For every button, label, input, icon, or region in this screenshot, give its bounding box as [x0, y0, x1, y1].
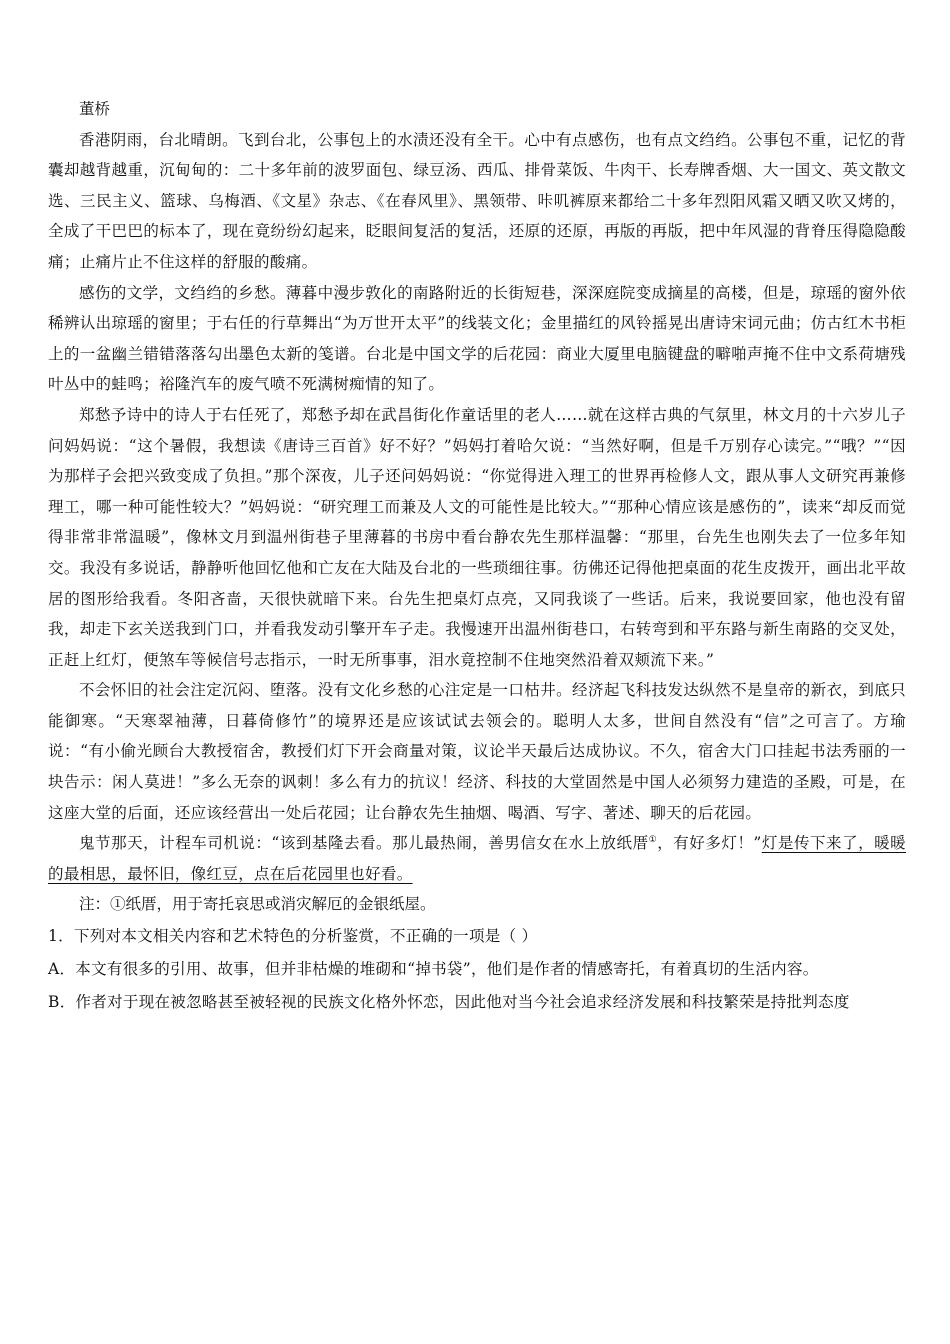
underlined-sentence: 灯是传下来了，暖暖的最相思，最怀旧，像红豆，点在后花园里也好看。 [48, 834, 907, 883]
paragraph-5-text-cont: ，有好多灯！” [657, 834, 762, 853]
question-stem: 1．下列对本文相关内容和艺术特色的分析鉴赏，不正确的一项是（ ） [48, 927, 538, 946]
option-b: B．作者对于现在被忽略甚至被轻视的民族文化格外怀恋，因此他对当今社会追求经济发展和科技繁荣是持批判态度 [48, 993, 850, 1012]
article-paragraph-2: 感伤的文学，文绉绉的乡愁。薄暮中漫步敦化的南路附近的长街短巷，深深庭院变成摘星的高楼，但是，琼瑶的窗外依稀辨认出琼瑶的窗里；于右任的行草舞出“为万世开太平”的线装文化；金里描红的风铃摇晃出唐诗宋词元曲；仿古红木书柜上的一盆幽兰错错落落勾出墨色太新的笺谱。台北是中国文学的后花园：商业大厦里电脑键盘的噼啪声掩不住中文系荷塘残叶丛中的蛙鸣；裕隆汽车的废气喷不死满树痴情的知了。 [48, 283, 906, 394]
article-paragraph-4: 不会怀旧的社会注定沉闷、堕落。没有文化乡愁的心注定是一口枯井。经济起飞科技发达纵然不是皇帝的新衣，到底只能御寒。“天寒翠袖薄，日暮倚修竹”的境界还是应该试试去领会的。聪明人太多，世间自然没有“信”之可言了。方瑜说：“有小偷光顾台大教授宿舍，教授们灯下开会商量对策，议论半天最后达成协议。不久，宿舍大门口挂起书法秀丽的一块告示：闲人莫进！”多么无奈的讽刺！多么有力的抗议！经济、科技的大堂固然是中国人必须努力建造的圣殿，可是，在这座大堂的后面，还应该经营出一处后花园；让台静农先生抽烟、喝酒、写字、著述、聊天的后花园。 [48, 681, 906, 822]
option-a: A．本文有很多的引用、故事，但并非枯燥的堆砌和“掉书袋”，他们是作者的情感寄托，有着真切的生活内容。 [48, 960, 819, 979]
article-paragraph-5 [48, 828, 906, 889]
article-paragraph-3: 郑愁予诗中的诗人于右任死了，郑愁予却在武昌街化作童话里的老人……就在这样古典的气氛里，林文月的十六岁儿子问妈妈说：“这个暑假，我想读《唐诗三百首》好不好？”妈妈打着哈欠说：“当然好啊，但是千万别存心读完。”“哦？”“因为那样子会把兴致变成了负担。”那个深夜，儿子还问妈妈说：“你觉得进入理工的世界再检修人文，跟从事人文研究再兼修理工，哪一种可能性较大？”妈妈说：“研究理工而兼及人文的可能性是比较大。”“那种心情应该是感伤的”，读来“却反而觉得非常非常温暖”，像林文月到温州街巷子里薄暮的书房中看台静农先生那样温馨：“那里，台先生也刚失去了一位多年知交。我没有多说话，静静听他回忆他和亡友在大陆及台北的一些琐细往事。彷佛还记得他把桌面的花生皮拨开，画出北平故居的图形给我看。冬阳吝啬，天很快就暗下来。台先生把桌灯点亮，又同我谈了一些话。后来，我说要回家，他也没有留我，却走下玄关送我到门口，并看我发动引擎开车子走。我慢速开出温州街巷口，右转弯到和平东路与新生南路的交叉处，正赶上红灯，便煞车等候信号志指示，一时无所事事，泪水竟控制不住地突然沿着双颊流下来。” [48, 405, 906, 669]
article-paragraph-1: 香港阴雨，台北晴朗。飞到台北，公事包上的水渍还没有全干。心中有点感伤，也有点文绉绉。公事包不重，记忆的背囊却越背越重，沉甸甸的：二十多年前的波罗面包、绿豆汤、西瓜、排骨菜饭、牛肉干、长寿牌香烟、大一国文、英文散文选、三民主义、篮球、乌梅酒、《文星》杂志、《在春风里》、黑领带、咔叽裤原来都给二十多年烈阳风霜又晒又吹又烤的，全成了干巴巴的标本了，现在竟纷纷幻起来，眨眼间复活的复活，还原的还原，再版的再版，把中年风湿的背脊压得隐隐酸痛；止痛片止不住这样的舒服的酸痛。 [48, 130, 906, 271]
paragraph-5-text: 鬼节那天，计程车司机说：“该到基隆去看。那儿最热闹，善男信女在水上放纸厝 [79, 834, 649, 853]
article-author: 董桥 [79, 100, 111, 118]
document-page [48, 94, 906, 1019]
footnote: 注：①纸厝，用于寄托哀思或消灾解厄的金银纸屋。 [79, 895, 436, 914]
footnote-marker: ① [648, 835, 658, 846]
